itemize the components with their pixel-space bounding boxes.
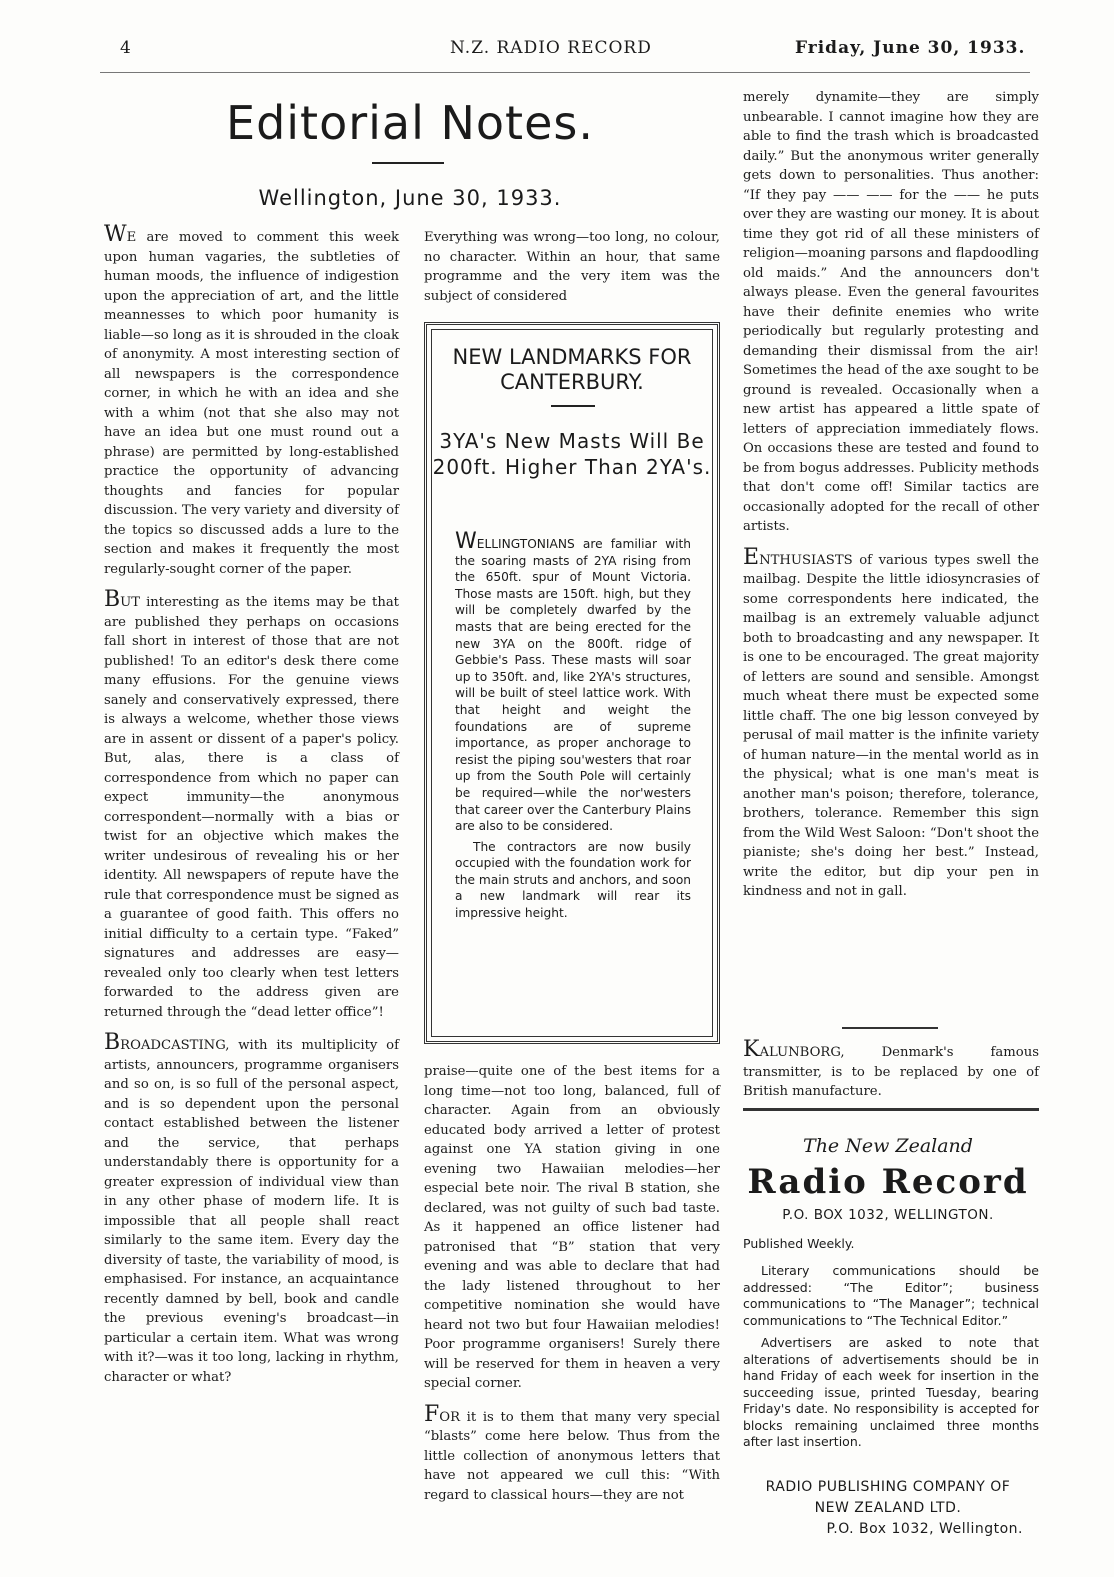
column-3 — [743, 88, 1039, 916]
column-2-top — [424, 228, 720, 320]
sidebar-box — [424, 322, 720, 1044]
paragraph-4: FOR it is to them that many very special “blasts” come here below. Thus from the little collection of anonymous letters that have not appeared we cull this: “With regard to classical hours—they are not — [424, 1401, 720, 1503]
box-subtitle: 3YA's New Masts Will Be 200ft. Higher Than 2YA's. — [432, 429, 712, 479]
masthead-name: Radio Record — [747, 1162, 1029, 1202]
masthead-notices — [743, 1263, 1039, 1457]
editorial-title: Editorial Notes. — [226, 96, 594, 150]
section-separator — [842, 1027, 938, 1029]
title-rule — [372, 162, 444, 164]
paragraph-2: BUT interesting as the items may be that are published they perhaps on occasions fall short in interest of those that are not published! To an editor's desk there come many effusions. For the genuine views sanely and conservatively expressed, there is always a welcome, whether those views are in assent or dissent of a paper's policy. But, alas, there is a class of correspondence from which no paper can expect immunity—the anonymous correspondent—normally with a bias or twist for an objective which makes the writer undesirous of revealing his or her identity. All newspapers of repute have the rule that correspondence must be signed as a guarantee of good faith. This offers no initial difficulty to a certain type. “Faked” signatures and addresses are easy—revealed only too clearly when test letters forwarded to the address given are returned through the “dead letter office”! — [104, 587, 399, 1020]
drop-cap: F — [424, 1401, 440, 1427]
box-rule — [551, 405, 595, 407]
box-paragraph-1: WELLINGTONIANS are familiar with the soaring masts of 2YA rising from the 650ft. spur of Mount Victoria. Those masts are 150ft. high, but they will be completely dwarfed by the masts that are being erected for the new 3YA on the 800ft. ridge of Gebbie's Pass. These masts will soar up to 350ft. and, like 2YA's structures, will be built of steel lattice work. With that height and weight the foundations are of supreme importance, as proper anchorage to resist the piping sou'westers that roar up from the South Pole will certainly be required—while the nor'westers that career over the Canterbury Plains are also to be considered. — [455, 529, 691, 834]
drop-cap: B — [104, 1030, 121, 1055]
masthead-rule — [743, 1108, 1039, 1111]
box-title: NEW LANDMARKS FOR CANTERBURY. — [452, 345, 692, 394]
editorial-dateline: Wellington, June 30, 1933. — [258, 186, 562, 210]
header-rule — [100, 72, 1030, 73]
paragraph-5: ENTHUSIASTS of various types swell the mailbag. Despite the little idiosyncrasies of some correspondents here indicated, the mailbag is an extremely valuable adjunct both to broadcasting and any newspaper. It is one to be encouraged. The great majority of letters are sound and sensible. Amongst much wheat there must be expected some little chaff. The one big lesson conveyed by perusal of mail matter is the infinite variety of human nature—in the mental world as in the physical; what is one man's meat is another man's poison; therefore, tolerance, brothers, tolerance. Remember this sign from the Wild West Saloon: “Don't shoot the pianiste; she's doing her best.” Instead, write the editor, but dip your pen in kindness and not in gall. — [743, 544, 1039, 899]
paragraph-3: BROADCASTING, with its multiplicity of artists, announcers, programme organisers and so on, is so full of the personal aspect, and is so dependent upon the personal contact established between the listener and the service, that perhaps understandably there is opportunity for a greater expression of individual view than in any other phase of modern life. It is impossible that all people shall react similarly to the same item. Every day the diversity of taste, the variability of mood, is emphasised. For instance, an acquaintance recently damned by bell, book and candle the previous evening's broadcast—in particular a certain item. What was wrong with it?—was it too long, lacking in rhythm, character or what? — [104, 1030, 399, 1385]
drop-cap: W — [104, 222, 127, 247]
paragraph-continued-2: praise—quite one of the best items for a long time—not too long, balanced, full of character. Again from an obviously educated body arrived a letter of protest against one YA station giving in one evening two Hawaiian melodies—her especial bete noir. The rival B station, she declared, was not guilty of such bad taste. As it happened an office listener had patronised that “B” station that very evening and was able to declare that had the lady listened throughout to her competitive nomination she would have heard not two but four Hawaiian melodies! Poor programme organisers! Surely there will be reserved for them in heaven a very special corner. — [424, 1064, 720, 1391]
communications-note: Literary communications should be addressed: “The Editor”; business communications to “The Manager”; technical communications to “The Technical Editor.” — [743, 1263, 1039, 1328]
publication-name: N.Z. RADIO RECORD — [450, 38, 652, 58]
paragraph-continued-3: merely dynamite—they are simply unbearable. I cannot imagine how they are able to find the trash which is broadcasted daily.” But the anonymous writer generally gets down to personalities. Thus another: “If they pay —— —— for the —— he puts over they are wasting our money. It is about time they got rid of all these ministers of religion—moaning parsons and flapdoodling old maids.” And the announcers don't always please. Even the general favourites have their definite enemies who write periodically but regularly protesting and demanding their dismissal from the air! Sometimes the head of the axe sought to be ground is revealed. Occasionally when a new artist has appeared a little spate of letters of appreciation immediately flows. On occasions these are tested and found to be from bogus addresses. Publicity methods that don't come off! Similar tactics are occasionally adopted for the recall of other artists. — [743, 90, 1039, 534]
page-number: 4 — [120, 38, 132, 58]
advertisers-note: Advertisers are asked to note that alterations of advertisements should be in hand Friday of each week for insertion in the succeeding issue, printed Tuesday, bearing Friday's date. No responsibility is accepted for blocks remaining unclaimed three months after last insertion. — [743, 1335, 1039, 1449]
publishing-company: RADIO PUBLISHING COMPANY OF NEW ZEALAND LTD. P.O. Box 1032, Wellington. — [765, 1479, 1023, 1537]
drop-cap: K — [743, 1037, 760, 1062]
paragraph-1: WE are moved to comment this week upon human vagaries, the subtleties of human moods, the influence of indigestion upon the appreciation of art, and the little meannesses to which poor humanity is liable—so long as it is shrouded in the cloak of anonymity. A most interesting section of all newspapers is the correspondence corner, in which he with an idea and she with a whim (not that she also may not have an idea but one must round out a phrase) are permitted by long-established practice the opportunity of advancing thoughts and fancies for popular discussion. The very variety and diversity of the topics so discussed adds a lure to the section and makes it frequently the most regularly-sought corner of the paper. — [104, 222, 399, 577]
drop-cap: W — [455, 529, 477, 554]
masthead-line: The New Zealand — [803, 1135, 973, 1157]
masthead-address: P.O. BOX 1032, WELLINGTON. — [782, 1207, 994, 1223]
issue-date: Friday, June 30, 1933. — [795, 38, 1026, 58]
box-paragraph-2: The contractors are now busily occupied with the foundation work for the main struts and anchors, and soon a new landmark will rear its impressive height. — [455, 839, 691, 921]
paragraph-continued: Everything was wrong—too long, no colour, no character. Within an hour, that same programme and the very item was the subject of considered — [424, 230, 720, 304]
kalunborg-note: KALUNBORG, Denmark's famous transmitter, is to be replaced by one of British manufacture. — [743, 1037, 1039, 1099]
column-1 — [104, 222, 399, 1401]
drop-cap: E — [743, 544, 760, 570]
box-body — [455, 529, 691, 926]
column-2-bottom — [424, 1062, 720, 1519]
drop-cap: B — [104, 587, 121, 612]
published-weekly: Published Weekly. — [743, 1236, 855, 1251]
